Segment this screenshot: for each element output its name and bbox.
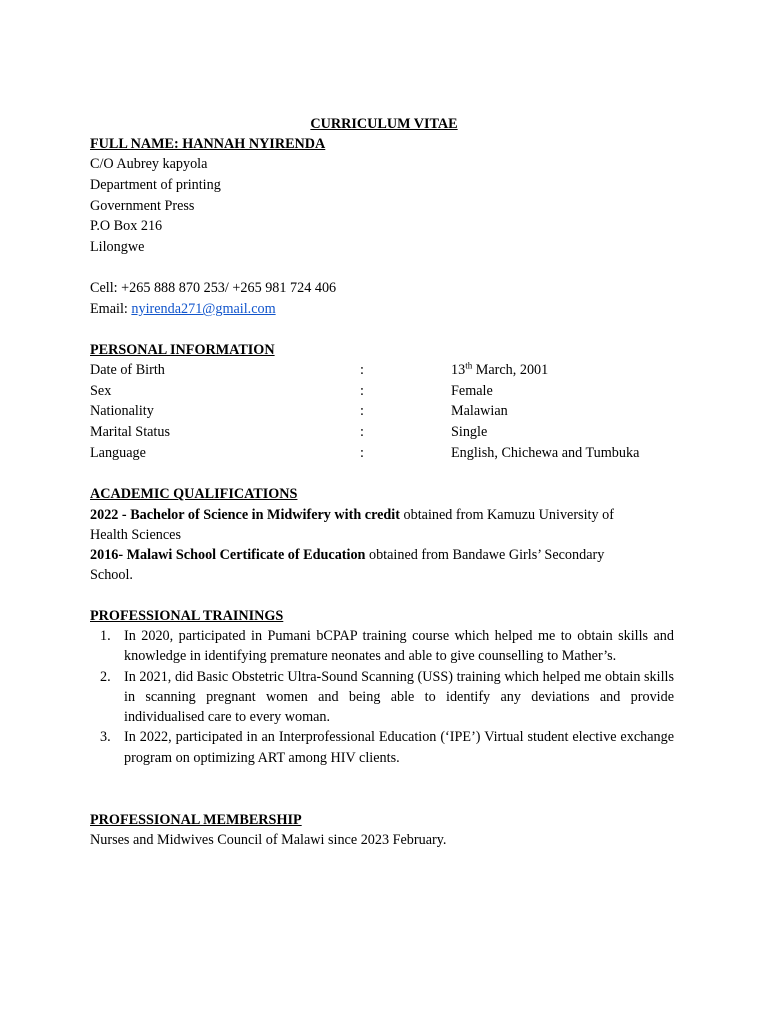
row-value: 13th March, 2001 xyxy=(451,360,549,378)
full-name: FULL NAME: HANNAH NYIRENDA xyxy=(90,136,326,152)
email-label: Email: xyxy=(90,301,132,317)
membership-text: Nurses and Midwives Council of Malawi since 2023 February. xyxy=(90,832,447,848)
personal-row xyxy=(90,422,690,442)
list-item xyxy=(90,667,674,728)
cell-numbers: Cell: +265 888 870 253/ +265 981 724 406 xyxy=(90,280,337,296)
personal-info-heading: PERSONAL INFORMATION xyxy=(90,342,275,358)
address-line: P.O Box 216 xyxy=(90,218,163,234)
list-text: In 2022, participated in an Interprofessional Education (‘IPE’) Virtual student elective exchange program on optimizing ART among HIV clients. xyxy=(124,729,674,766)
row-separator: : xyxy=(360,445,364,461)
academic-heading: ACADEMIC QUALIFICATIONS xyxy=(90,486,298,502)
address-line: Government Press xyxy=(90,198,195,214)
list-text: In 2021, did Basic Obstetric Ultra-Sound Scanning (USS) training which helped me obtain skills in scanning pregnant women and being able to identify any deviations and provide individualised care to every woman. xyxy=(124,668,674,726)
row-label: Sex xyxy=(90,383,112,399)
document-title: CURRICULUM VITAE xyxy=(310,116,458,132)
row-value: Single xyxy=(451,424,488,440)
list-number: 3. xyxy=(100,729,111,746)
personal-row xyxy=(90,443,690,463)
row-label: Marital Status xyxy=(90,424,170,440)
personal-row xyxy=(90,401,690,421)
academic-entry-cont: Health Sciences xyxy=(90,527,181,543)
address-line: Lilongwe xyxy=(90,239,145,255)
row-label: Nationality xyxy=(90,403,154,419)
row-separator: : xyxy=(360,383,364,399)
personal-row xyxy=(90,381,690,401)
academic-entry-cont: School. xyxy=(90,567,133,583)
academic-entry xyxy=(90,505,614,525)
row-separator: : xyxy=(360,403,364,419)
address-line: C/O Aubrey kapyola xyxy=(90,156,208,172)
degree-detail: obtained from Bandawe Girls’ Secondary xyxy=(365,547,605,563)
degree-title: 2022 - Bachelor of Science in Midwifery with credit xyxy=(90,507,400,523)
personal-row xyxy=(90,360,690,380)
row-separator: : xyxy=(360,424,364,440)
row-separator: : xyxy=(360,362,364,378)
row-value: English, Chichewa and Tumbuka xyxy=(451,445,640,461)
list-number: 1. xyxy=(100,628,111,644)
address-line: Department of printing xyxy=(90,177,221,193)
row-label: Language xyxy=(90,445,146,461)
membership-heading: PROFESSIONAL MEMBERSHIP xyxy=(90,812,302,828)
list-item xyxy=(90,626,674,667)
email-line xyxy=(90,299,276,319)
degree-detail: obtained from Kamuzu University of xyxy=(399,507,614,523)
row-value: Malawian xyxy=(451,403,508,419)
academic-entry xyxy=(90,545,604,565)
list-item xyxy=(90,727,674,768)
list-number: 2. xyxy=(100,668,111,685)
row-label: Date of Birth xyxy=(90,362,165,378)
degree-title: 2016- Malawi School Certificate of Education xyxy=(90,547,366,563)
row-value: Female xyxy=(451,383,493,399)
email-link[interactable]: nyirenda271@gmail.com xyxy=(131,301,276,317)
trainings-heading: PROFESSIONAL TRAININGS xyxy=(90,608,284,624)
trainings-list xyxy=(90,626,674,768)
list-text: In 2020, participated in Pumani bCPAP training course which helped me to obtain skills and knowledge in identifying premature neonates and able to give counselling to Mather’s. xyxy=(124,628,674,665)
